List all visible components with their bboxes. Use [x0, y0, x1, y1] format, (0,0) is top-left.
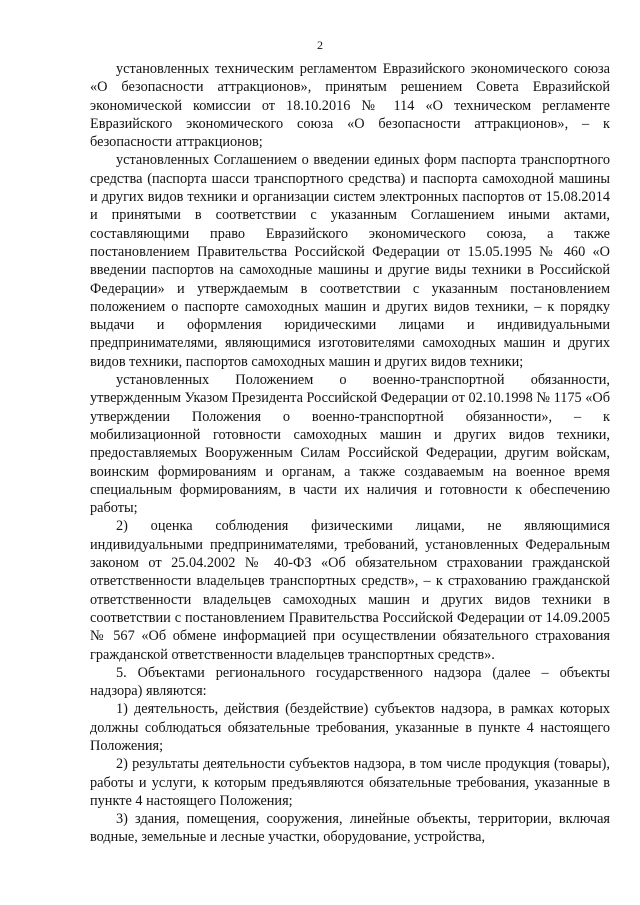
paragraph-item-2-insurance: 2) оценка соблюдения физическими лицами, не являющимися индивидуальными предпринимателями, требований, установленных Федеральным законом от 25.04.2002 № 40-ФЗ «Об обязательном страховании гражданской ответственности владельцев транспортных средств», – к страхованию гражданской ответственности владельцев самоходных машин и других видов техники в соответствии с постановлением Правительства Российской Федерации от 14.09.2005 № 567 «Об обмене информацией при осуществлении обязательного страхования гражданской ответственности владельцев транспортных средств».: [90, 518, 610, 663]
paragraph-passport-agreement: установленных Соглашением о введении единых форм паспорта транспортного средства (паспорта шасси транспортного средства) и паспорта самоходной машины и других видов техники и организации систем электронных паспортов от 15.08.2014 и принятыми в соответствии с указанным Соглашением иными актами, составляющими право Евразийского экономического союза, а также постановлением Правительства Российской Федерации от 15.05.1995 № 460 «О введении паспортов на самоходные машины и другие виды техники в Российской Федерации» и утверждаемым в соответствии с указанным постановлением положением о паспорте самоходных машин и других видов техники, – к порядку выдачи и оформления юридическими лицами и индивидуальными предпринимателями, являющимися изготовителями самоходных машин и других видов техники, паспортов самоходных машин и других видов техники;: [90, 152, 610, 370]
paragraph-military-transport: установленных Положением о военно-транспортной обязанности, утвержденным Указом Президента Российской Федерации от 02.10.1998 № 1175 «Об утверждении Положения о военно-транспортной обязанности», – к мобилизационной готовности самоходных машин и других видов техники, предоставляемых Вооруженным Силам Российской Федерации, другим войскам, воинским формированиям и органам, а также создаваемым на военное время специальным формированиям, в части их наличия и готовности к обеспечению работы;: [90, 372, 610, 517]
page-number: 2: [317, 38, 323, 52]
paragraph-item-1-activity: 1) деятельность, действия (бездействие) субъектов надзора, в рамках которых должны соблюдаться обязательные требования, указанные в пункте 4 настоящего Положения;: [90, 701, 610, 754]
document-body: [90, 60, 610, 847]
paragraph-item-3-buildings: 3) здания, помещения, сооружения, линейные объекты, территории, включая водные, земельные и лесные участки, оборудование, устройства,: [90, 811, 610, 846]
paragraph-section-5: 5. Объектами регионального государственного надзора (далее – объекты надзора) являются:: [90, 664, 610, 700]
paragraph-item-2-results: 2) результаты деятельности субъектов надзора, в том числе продукция (товары), работы и услуги, к которым предъявляются обязательные требования, указанные в пункте 4 настоящего Положения;: [90, 756, 610, 809]
paragraph-eaeu-attractions: установленных техническим регламентом Евразийского экономического союза «О безопасности аттракционов», принятым решением Совета Евразийской экономической комиссии от 18.10.2016 № 114 «О техническом регламенте Евразийского экономического союза «О безопасности аттракционов», – к безопасности аттракционов;: [90, 61, 610, 151]
